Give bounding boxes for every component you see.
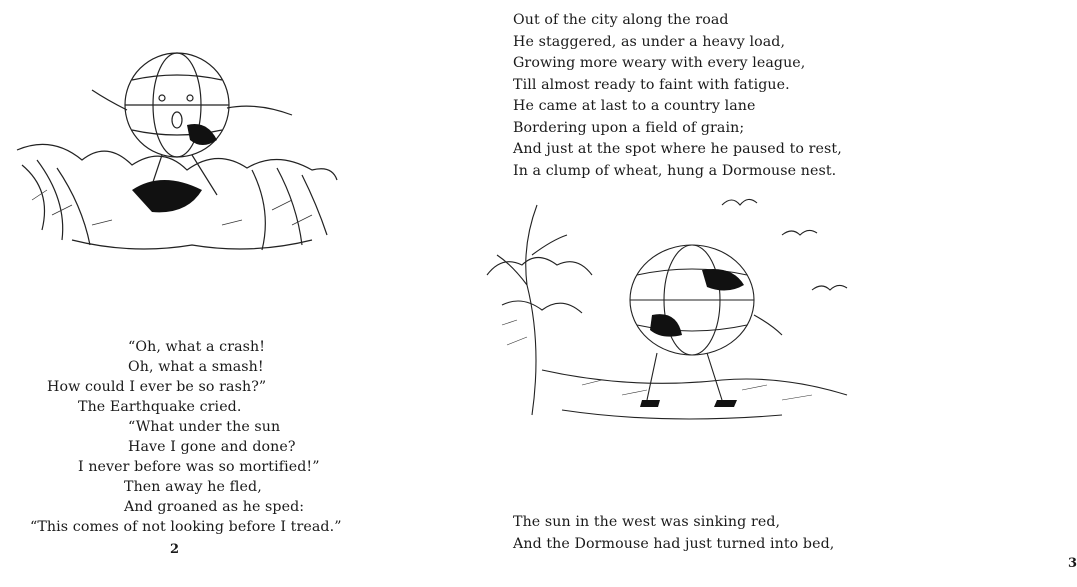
verse-line: Then away he fled, bbox=[124, 479, 262, 495]
verse-line: Till almost ready to faint with fatigue. bbox=[513, 76, 790, 93]
verse-line: Bordering upon a field of grain; bbox=[513, 119, 745, 136]
verse-line: The sun in the west was sinking red, bbox=[513, 514, 781, 530]
verse-line: He staggered, as under a heavy load, bbox=[513, 33, 786, 50]
verse-line: And groaned as he sped: bbox=[124, 499, 305, 515]
verse-line: The Earthquake cried. bbox=[78, 399, 242, 415]
verse-line: Have I gone and done? bbox=[128, 439, 296, 455]
right-page bbox=[427, 0, 1077, 587]
verse-line: Out of the city along the road bbox=[513, 12, 729, 28]
verse-line: “Oh, what a crash! bbox=[128, 339, 266, 355]
verse-line: Oh, what a smash! bbox=[128, 359, 264, 375]
right-verse-top bbox=[513, 10, 842, 182]
right-verse-bottom bbox=[513, 512, 834, 555]
left-page bbox=[0, 0, 427, 587]
verse-line: And just at the spot where he paused to rest, bbox=[513, 141, 842, 157]
verse-line: “This comes of not looking before I tread.” bbox=[30, 519, 342, 535]
earthquake-crash-illustration bbox=[12, 40, 342, 290]
earthquake-crash-drawing bbox=[12, 40, 342, 290]
page-number: 3 bbox=[1068, 556, 1077, 571]
verse-line: “What under the sun bbox=[128, 419, 281, 435]
earthquake-staggering-illustration bbox=[482, 195, 852, 430]
verse-line: He came at last to a country lane bbox=[513, 98, 756, 114]
verse-line: And the Dormouse had just turned into bed, bbox=[513, 535, 835, 552]
verse-line: Growing more weary with every league, bbox=[513, 55, 806, 71]
earthquake-staggering-drawing bbox=[482, 195, 852, 430]
verse-line: How could I ever be so rash?” bbox=[47, 379, 267, 395]
verse-line: I never before was so mortified!” bbox=[78, 459, 320, 475]
page-number: 2 bbox=[170, 542, 180, 557]
verse-line: In a clump of wheat, hung a Dormouse nest. bbox=[513, 162, 837, 179]
